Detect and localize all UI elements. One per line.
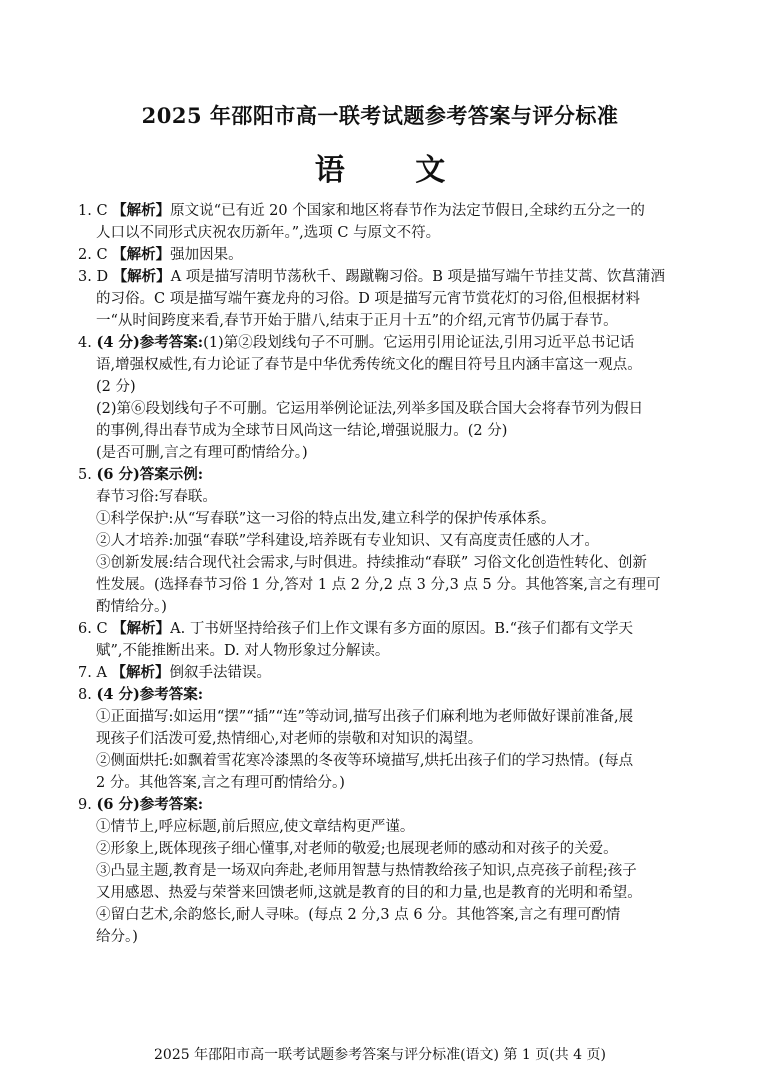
answer-text: ③创新发展:结合现代社会需求,与时俱进。持续推动“春联” 习俗文化创造性转化、创新 xyxy=(96,555,647,571)
answer-text: 一“从时间跨度来看,春节开始于腊八,结束于正月十五”的介绍,元宵节仍属于春节。 xyxy=(96,313,618,329)
question-number: 9. xyxy=(78,797,97,813)
answer-line xyxy=(78,882,688,904)
answer-line xyxy=(78,640,688,662)
answer-text: 的事例,得出春节成为全球节日风尚这一结论,增强说服力。(2 分) xyxy=(96,423,508,439)
question-number: 5. xyxy=(78,467,97,483)
answer-item-q3 xyxy=(78,266,688,332)
answer-line xyxy=(78,552,688,574)
answer-line xyxy=(78,332,688,354)
answer-line xyxy=(78,508,688,530)
answer-line xyxy=(78,574,688,596)
answer-item-q5 xyxy=(78,464,688,618)
answer-line xyxy=(78,728,688,750)
answer-label: 【解析】 xyxy=(112,246,171,263)
page-footer: 2025 年邵阳市高一联考试题参考答案与评分标准(语文) 第 1 页(共 4 页) xyxy=(154,1047,606,1063)
answer-line xyxy=(78,486,688,508)
question-number: 6. C xyxy=(78,621,113,637)
answer-line xyxy=(78,904,688,926)
answer-text: (2)第⑥段划线句子不可删。它运用举例论证法,列举多国及联合国大会将春节列为假日 xyxy=(96,401,644,417)
answer-line xyxy=(78,860,688,882)
question-number: 4. xyxy=(78,335,97,351)
answer-text: 给分。) xyxy=(96,929,138,945)
answer-text: 语,增强权威性,有力论证了春节是中华优秀传统文化的醒目符号且内涵丰富这一观点。 xyxy=(96,357,642,373)
answer-line xyxy=(78,684,688,706)
answer-label: (4 分)参考答案: xyxy=(96,686,204,703)
answer-line xyxy=(78,266,688,288)
question-number: 7. A xyxy=(78,665,112,681)
answer-text: ④留白艺术,余韵悠长,耐人寻味。(每点 2 分,3 点 6 分。其他答案,言之有理可酌情 xyxy=(96,907,621,923)
answer-line xyxy=(78,420,688,442)
answer-line xyxy=(78,288,688,310)
answer-line xyxy=(78,794,688,816)
answer-label: (6 分)答案示例: xyxy=(96,466,204,483)
answer-text: 春节习俗:写春联。 xyxy=(96,489,217,505)
answer-text: 2 分。其他答案,言之有理可酌情给分。) xyxy=(96,775,345,791)
answer-line xyxy=(78,706,688,728)
answer-text: 酌情给分。) xyxy=(96,599,167,615)
answer-item-q9 xyxy=(78,794,688,948)
answer-text: ②人才培养:加强“春联”学科建设,培养既有专业知识、又有高度责任感的人才。 xyxy=(96,533,599,549)
answer-list xyxy=(78,200,688,948)
question-number: 8. xyxy=(78,687,97,703)
answer-text: ①科学保护:从“写春联”这一习俗的特点出发,建立科学的保护传承体系。 xyxy=(96,511,556,527)
answer-label: 【解析】 xyxy=(112,202,171,219)
answer-label: 【解析】 xyxy=(111,664,170,681)
answer-text: A 项是描写清明节荡秋千、踢蹴鞠习俗。B 项是描写端午节挂艾蒿、饮菖蒲酒 xyxy=(170,269,666,285)
answer-line xyxy=(78,816,688,838)
answer-item-q1 xyxy=(78,200,688,244)
document-title: 2025 年邵阳市高一联考试题参考答案与评分标准 xyxy=(141,103,619,128)
answer-label: 【解析】 xyxy=(112,620,171,637)
subject-heading: 语 文 xyxy=(314,153,476,188)
answer-text: 倒叙手法错误。 xyxy=(169,665,272,681)
answer-text: ②侧面烘托:如飘着雪花寒冷漆黑的冬夜等环境描写,烘托出孩子们的学习热情。(每点 xyxy=(96,753,634,769)
answer-text: 赋”,不能推断出来。D. 对人物形象过分解读。 xyxy=(96,643,390,659)
answer-label: (6 分)参考答案: xyxy=(96,796,204,813)
answer-item-q8 xyxy=(78,684,688,794)
answer-line xyxy=(78,442,688,464)
answer-line xyxy=(78,310,688,332)
answer-text: ③凸显主题,教育是一场双向奔赴,老师用智慧与热情教给孩子知识,点亮孩子前程;孩子 xyxy=(96,863,637,879)
answer-text: 现孩子们活泼可爱,热情细心,对老师的崇敬和对知识的渴望。 xyxy=(96,731,483,747)
answer-item-q6 xyxy=(78,618,688,662)
answer-item-q2 xyxy=(78,244,688,266)
answer-item-q4 xyxy=(78,332,688,464)
answer-line xyxy=(78,772,688,794)
question-number: 3. D xyxy=(78,269,113,285)
answer-label: (4 分)参考答案: xyxy=(96,334,204,351)
answer-line xyxy=(78,662,688,684)
answer-text: 又用感恩、热爱与荣誉来回馈老师,这就是教育的目的和力量,也是教育的光明和希望。 xyxy=(96,885,642,901)
answer-text: 人口以不同形式庆祝农历新年。”,选项 C 与原文不符。 xyxy=(96,225,441,241)
question-number: 2. C xyxy=(78,247,113,263)
answer-text: 原文说“已有近 20 个国家和地区将春节作为法定节假日,全球约五分之一的 xyxy=(170,203,645,219)
answer-line xyxy=(78,926,688,948)
answer-line xyxy=(78,398,688,420)
answer-text: 强加因果。 xyxy=(170,247,243,263)
answer-line xyxy=(78,750,688,772)
answer-line xyxy=(78,376,688,398)
answer-line xyxy=(78,222,688,244)
answer-text: (2 分) xyxy=(96,379,136,395)
answer-text: (1)第②段划线句子不可删。它运用引用论证法,引用习近平总书记话 xyxy=(203,335,635,351)
answer-line xyxy=(78,838,688,860)
question-number: 1. C xyxy=(78,203,113,219)
answer-text: A. 丁书妍坚持给孩子们上作文课有多方面的原因。B.“孩子们都有文学天 xyxy=(170,621,634,637)
answer-line xyxy=(78,618,688,640)
answer-line xyxy=(78,464,688,486)
answer-item-q7 xyxy=(78,662,688,684)
answer-label: 【解析】 xyxy=(112,268,171,285)
answer-line xyxy=(78,354,688,376)
answer-text: (是否可删,言之有理可酌情给分。) xyxy=(96,445,308,461)
answer-line xyxy=(78,530,688,552)
answer-text: ②形象上,既体现孩子细心懂事,对老师的敬爱;也展现老师的感动和对孩子的关爱。 xyxy=(96,841,618,857)
answer-text: ①情节上,呼应标题,前后照应,使文章结构更严谨。 xyxy=(96,819,415,835)
answer-line xyxy=(78,244,688,266)
answer-text: ①正面描写:如运用“摆”“插”“连”等动词,描写出孩子们麻利地为老师做好课前准备,展 xyxy=(96,709,634,725)
answer-line xyxy=(78,596,688,618)
answer-line xyxy=(78,200,688,222)
answer-text: 的习俗。C 项是描写端午赛龙舟的习俗。D 项是描写元宵节赏花灯的习俗,但根据材料 xyxy=(96,291,641,307)
answer-text: 性发展。(选择春节习俗 1 分,答对 1 点 2 分,2 点 3 分,3 点 5 分。其他答案,言之有理可 xyxy=(96,577,661,593)
